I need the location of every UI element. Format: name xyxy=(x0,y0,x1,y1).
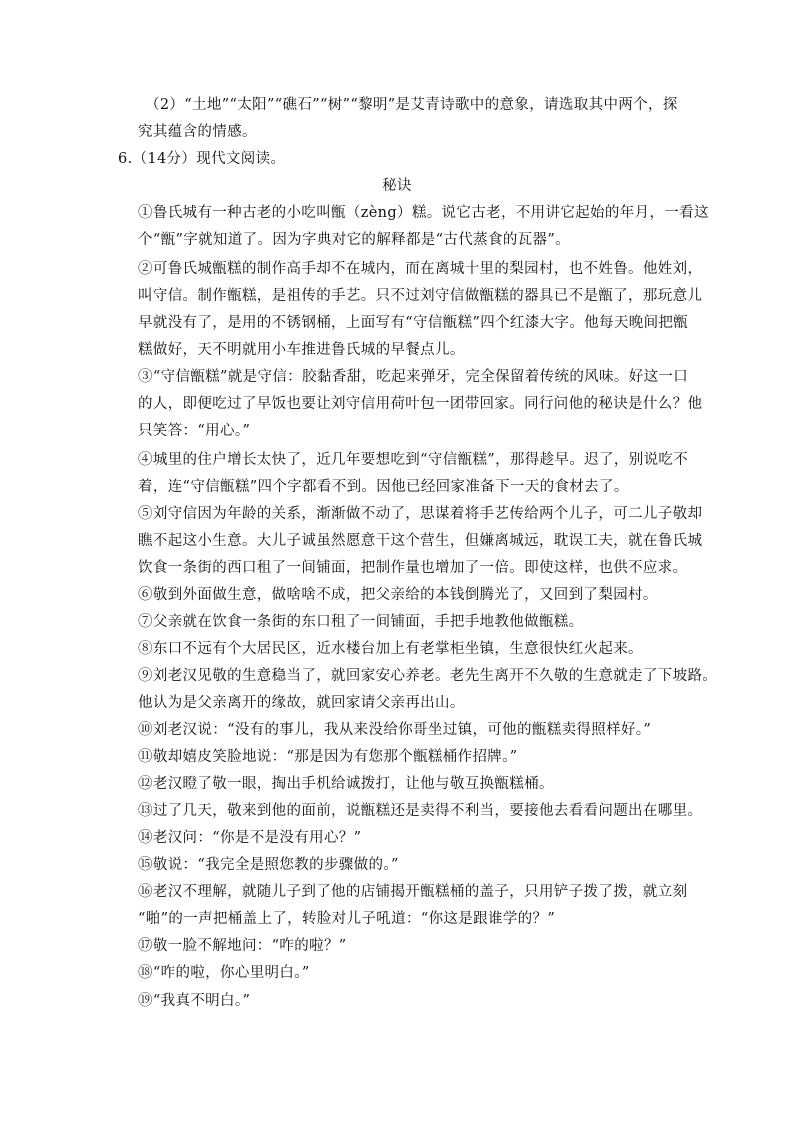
article-title: 秘诀 xyxy=(382,178,412,194)
article-line: 只笑答：“用心。” xyxy=(138,423,251,439)
article-line: 叫守信。制作甑糕，是祖传的手艺。只不过刘守信做甑糕的器具已不是甑了，那玩意儿 xyxy=(138,288,703,304)
article-line: ⑨刘老汉见敬的生意稳当了，就回家安心养老。老先生离开不久敬的生意就走了下坡路。 xyxy=(138,668,718,684)
article-line: ⑧东口不远有个大居民区，近水楼台加上有老掌柜坐镇，生意很快红火起来。 xyxy=(138,641,643,657)
article-line: ⑲“我真不明白。” xyxy=(138,993,251,1009)
article-line: ⑤刘守信因为年龄的关系，渐渐做不动了，思谋着将手艺传给两个儿子，可二儿子敬却 xyxy=(138,506,703,522)
q5-2-line-1: （2）“土地”“太阳”“礁石”“树”“黎明”是艾青诗歌中的意象，请选取其中两个，探 xyxy=(145,97,678,113)
article-line: ⑮敬说：“我完全是照您教的步骤做的。” xyxy=(138,857,399,873)
article-line: ⑬过了几天，敬来到他的面前，说甑糕还是卖得不利当，要接他去看看问题出在哪里。 xyxy=(138,803,703,819)
article-line: ⑥敬到外面做生意，做啥啥不成，把父亲给的本钱倒腾光了，又回到了梨园村。 xyxy=(138,587,658,603)
article-line: 瞧不起这小生意。大儿子诚虽然愿意干这个营生，但嫌离城远，耽误工夫，就在鲁氏城 xyxy=(138,533,703,549)
article-line: “啪”的一声把桶盖上了，转脸对儿子吼道：“你这是跟谁学的？” xyxy=(138,911,556,927)
article-line: 着，连“守信甑糕”四个字都看不到。因他已经回家准备下一天的食材去了。 xyxy=(138,479,629,495)
article-line: ④城里的住户增长太快了，近几年要想吃到“守信甑糕”，那得趁早。迟了，别说吃不 xyxy=(138,452,689,468)
question-6-header: 6.（14分）现代文阅读。 xyxy=(118,151,286,167)
article-line: ①鲁氏城有一种古老的小吃叫甑（zèng）糕。说它古老，不用讲它起始的年月，一看这 xyxy=(138,205,709,221)
article-line: ⑱“咋的啦，你心里明白。” xyxy=(138,965,310,981)
article-line: ⑰敬一脸不解地问：“咋的啦？” xyxy=(138,938,347,954)
article-line: ⑦父亲就在饮食一条街的东口租了一间铺面，手把手地教他做甑糕。 xyxy=(138,614,584,630)
article-line: ⑭老汉问：“你是不是没有用心？” xyxy=(138,830,362,846)
article-line: ③“守信甑糕”就是守信：胶黏香甜，吃起来弹牙，完全保留着传统的风味。好这一口 xyxy=(138,369,689,385)
article-line: ⑩刘老汉说：“没有的事儿，我从来没给你哥坐过镇，可他的甑糕卖得照样好。” xyxy=(138,722,652,738)
article-line: ⑫老汉瞪了敬一眼，掏出手机给诚拨打，让他与敬互换甑糕桶。 xyxy=(138,776,554,792)
article-line: 饮食一条街的西口租了一间铺面，把制作量也增加了一倍。即使这样，也供不应求。 xyxy=(138,560,688,576)
article-line: 早就没有了，是用的不锈钢桶，上面写有“守信甑糕”四个红漆大字。他每天晚间把甑 xyxy=(138,315,689,331)
article-line: 他认为是父亲离开的缘故，就回家请父亲再出山。 xyxy=(138,695,465,711)
q5-2-line-2: 究其蕴含的情感。 xyxy=(138,124,257,140)
article-line: ②可鲁氏城甑糕的制作高手却不在城内，而在离城十里的梨园村，也不姓鲁。他姓刘， xyxy=(138,261,703,277)
article-line: ⑪敬却嬉皮笑脸地说：“那是因为有您那个甑糕桶作招牌。” xyxy=(138,749,518,765)
article-line: 个“甑”字就知道了。因为字典对它的解释都是“古代蒸食的瓦器”。 xyxy=(138,232,570,248)
article-line: 糕做好，天不明就用小车推进鲁氏城的早餐点儿。 xyxy=(138,342,465,358)
article-line: 的人，即便吃过了早饭也要让刘守信用荷叶包一团带回家。同行问他的秘诀是什么？他 xyxy=(138,396,703,412)
article-line: ⑯老汉不理解，就随儿子到了他的店铺揭开甑糕桶的盖子，只用铲子拨了拨，就立刻 xyxy=(138,884,688,900)
